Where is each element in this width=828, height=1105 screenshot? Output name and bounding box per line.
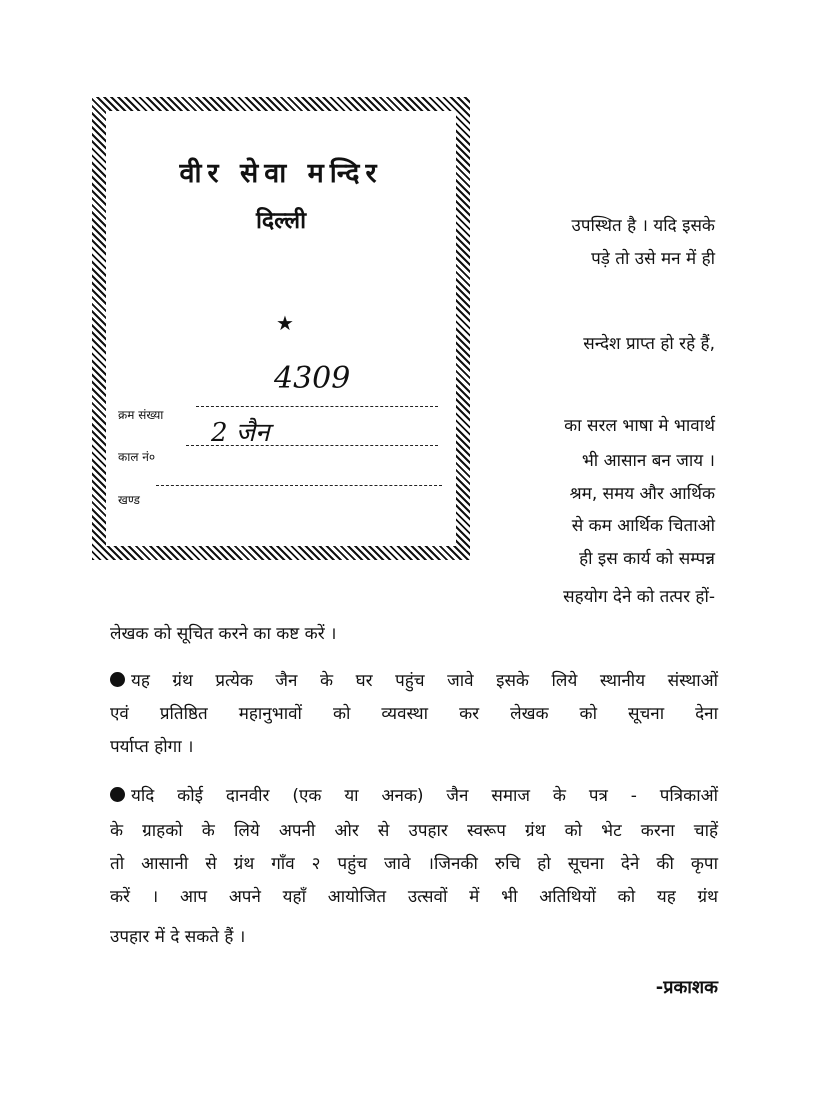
field-label-serial: क्रम संख्या (118, 408, 164, 422)
field-value-serial: 2 जैन (211, 418, 270, 448)
text-line: के ग्राहको के लिये अपनी ओर से उपहार स्वरूप ग्रंथ को भेट करना चाहें (110, 821, 718, 841)
field-label-volume: खण्ड (118, 493, 140, 507)
text-line: पड़े तो उसे मन में ही (591, 249, 715, 269)
text-span: यह ग्रंथ प्रत्येक जैन के घर पहुंच जावे इसके लिये स्थानीय संस्थाओं (131, 671, 718, 691)
star-icon: ★ (276, 311, 294, 335)
library-stamp (92, 97, 470, 560)
bullet-icon (110, 672, 125, 687)
text-line: सन्देश प्राप्त हो रहे हैं, (583, 334, 715, 354)
accession-number: 4309 (274, 361, 351, 396)
text-span: यदि कोई दानवीर (एक या अनक) जैन समाज के पत्र - पत्रिकाओं (131, 786, 718, 806)
text-line: तो आसानी से ग्रंथ गाँव २ पहुंच जावे ।जिनकी रुचि हो सूचना देने की कृपा (110, 854, 718, 874)
text-line: पर्याप्त होगा । (110, 737, 194, 757)
stamp-title: वीर सेवा मन्दिर (179, 158, 383, 189)
text-line: का सरल भाषा मे भावार्थ (564, 416, 715, 436)
field-label-call-number: काल नं० (118, 450, 156, 464)
text-line: उपस्थित है । यदि इसके (571, 216, 715, 236)
text-line (110, 668, 718, 691)
text-line: उपहार में दे सकते हैं । (110, 927, 246, 947)
stamp-city: दिल्ली (255, 208, 307, 234)
text-line: लेखक को सूचित करने का कष्ट करें । (110, 624, 337, 644)
bullet-icon (110, 787, 125, 802)
text-line: भी आसान बन जाय । (581, 451, 715, 471)
publisher-signature: -प्रकाशक (655, 977, 718, 998)
field-line (196, 406, 438, 407)
field-line (186, 445, 438, 446)
text-line (110, 783, 718, 806)
text-line: ही इस कार्य को सम्पन्न (579, 549, 715, 569)
text-line: करें । आप अपने यहाँ आयोजित उत्सवों में भी अतिथियों को यह ग्रंथ (110, 887, 718, 907)
text-line: श्रम, समय और आर्थिक (569, 484, 715, 504)
text-line: से कम आर्थिक चिताओ (571, 516, 715, 536)
text-line: सहयोग देने को तत्पर हों- (563, 587, 715, 607)
text-line: एवं प्रतिष्ठित महानुभावों को व्यवस्था कर लेखक को सूचना देना (110, 704, 718, 724)
field-line (156, 485, 442, 486)
